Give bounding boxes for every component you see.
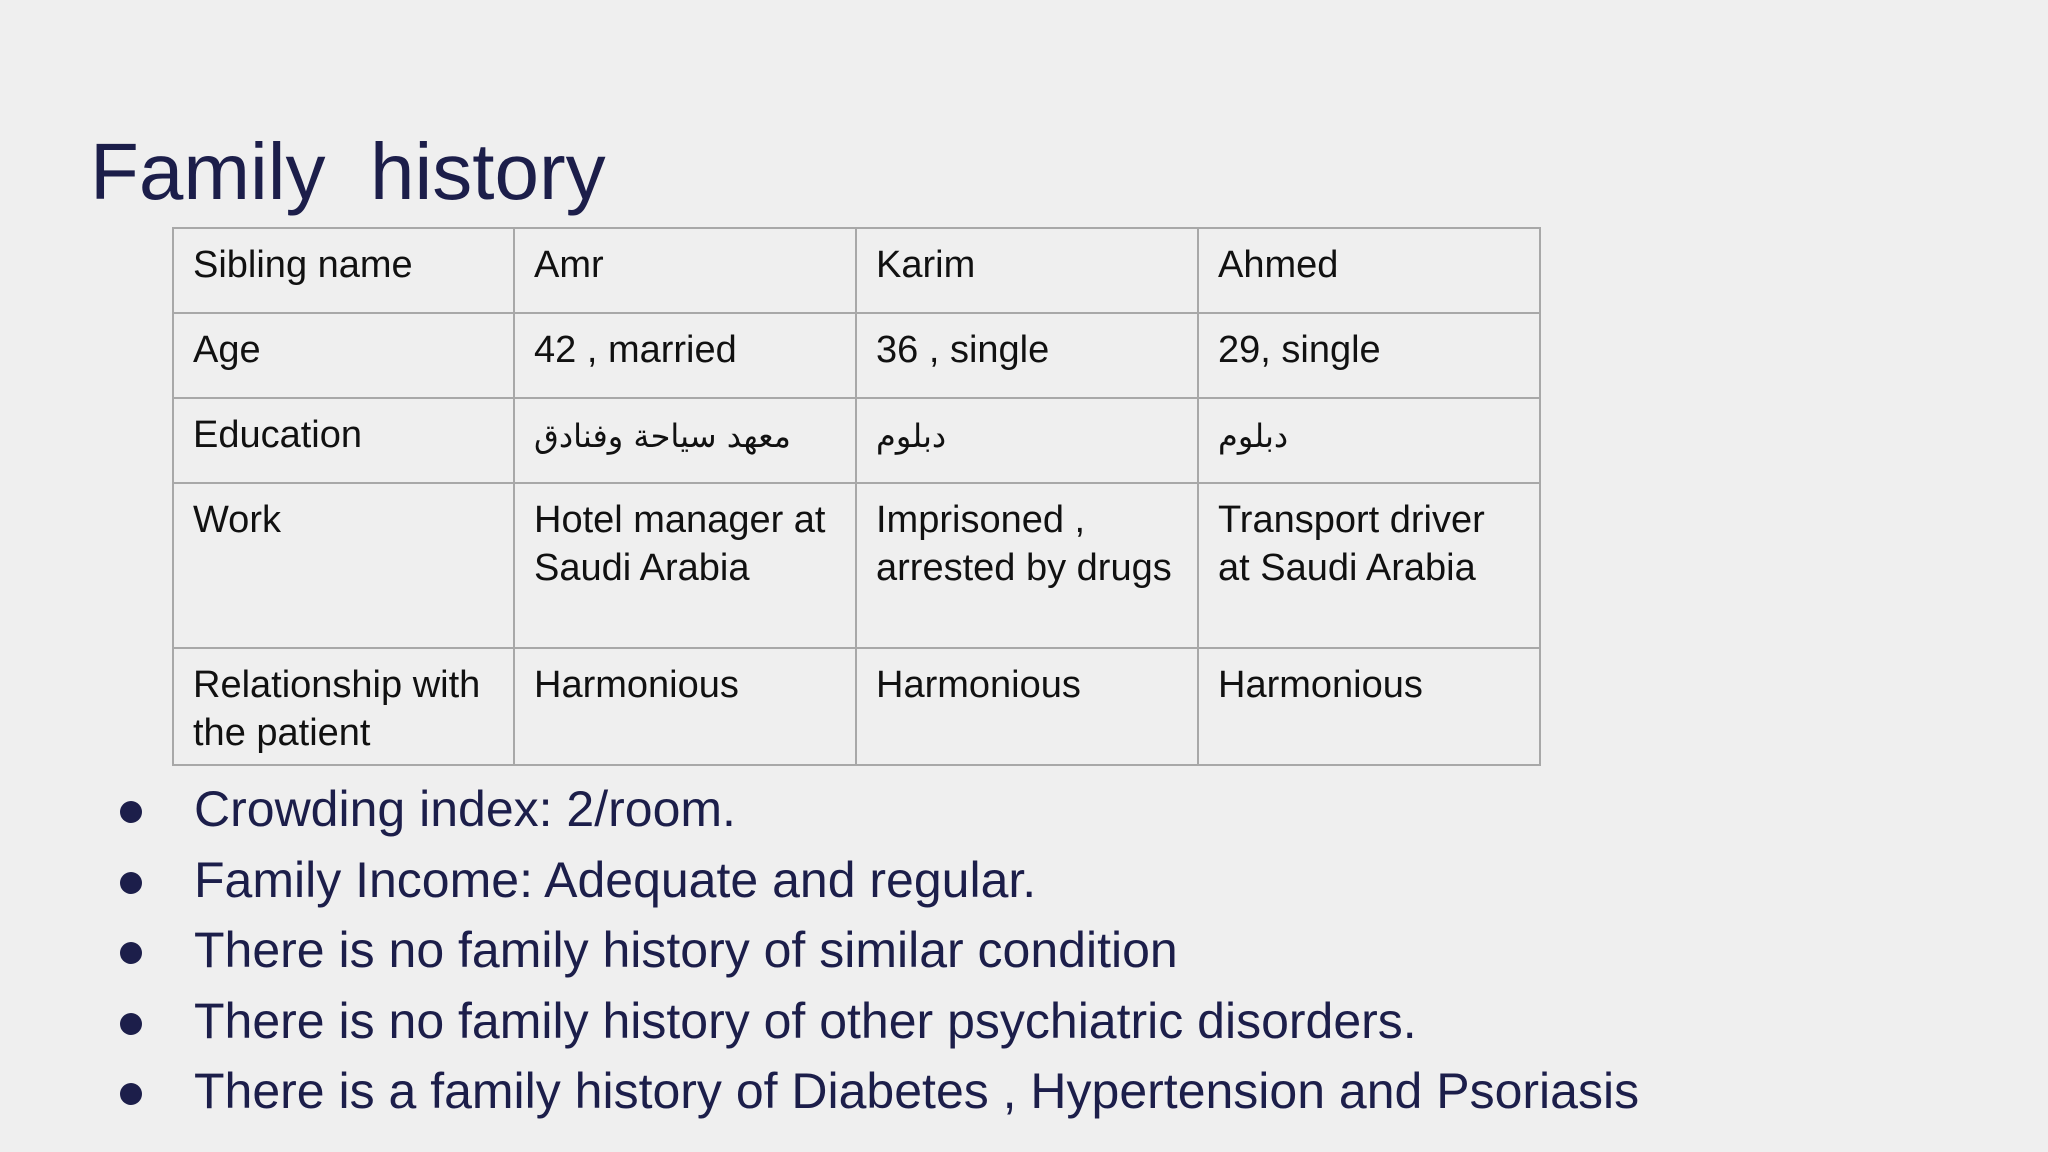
table-row	[173, 228, 1540, 313]
arabic-text: دبلوم	[1218, 417, 1289, 455]
bullet-text: There is a family history of Diabetes , Hypertension and Psoriasis	[194, 1063, 1640, 1119]
bullet-item	[112, 845, 1639, 916]
bullet-item	[112, 1056, 1639, 1127]
table-cell: Karim	[856, 228, 1198, 313]
arabic-text: معهد سياحة وفنادق	[534, 417, 791, 455]
bullet-item	[112, 774, 1639, 845]
table-cell: Harmonious	[514, 648, 856, 765]
table-cell	[856, 398, 1198, 483]
table-cell: Harmonious	[1198, 648, 1540, 765]
bullet-dot-icon	[120, 942, 142, 964]
table-cell	[1198, 398, 1540, 483]
table-cell: 29, single	[1198, 313, 1540, 398]
slide-title: Family history	[90, 127, 606, 216]
table-cell: Imprisoned , arrested by drugs	[856, 483, 1198, 648]
table-cell: Ahmed	[1198, 228, 1540, 313]
bullet-dot-icon	[120, 1013, 142, 1035]
table-cell: Hotel manager at Saudi Arabia	[514, 483, 856, 648]
row-header-education: Education	[173, 398, 514, 483]
bullet-text: There is no family history of other psychiatric disorders.	[194, 992, 1417, 1049]
bullet-list	[112, 774, 1639, 1127]
row-header-age: Age	[173, 313, 514, 398]
table-row	[173, 648, 1540, 765]
bullet-text: Family Income: Adequate and regular.	[194, 851, 1037, 908]
table-cell: Amr	[514, 228, 856, 313]
table-row	[173, 398, 1540, 483]
row-header-sibling-name: Sibling name	[173, 228, 514, 313]
table-cell: Harmonious	[856, 648, 1198, 765]
table-cell: 42 , married	[514, 313, 856, 398]
table-cell	[514, 398, 856, 483]
family-history-table	[172, 227, 1541, 766]
table-row	[173, 483, 1540, 648]
bullet-text: There is no family history of similar condition	[194, 922, 1178, 978]
table-cell: 36 , single	[856, 313, 1198, 398]
table-cell: Transport driver at Saudi Arabia	[1198, 483, 1540, 648]
bullet-dot-icon	[120, 872, 142, 894]
bullet-dot-icon	[120, 801, 142, 823]
bullet-item	[112, 915, 1639, 986]
row-header-work: Work	[173, 483, 514, 648]
bullet-item	[112, 986, 1639, 1057]
row-header-relationship: Relationship with the patient	[173, 648, 514, 765]
bullet-dot-icon	[120, 1083, 142, 1105]
arabic-text: دبلوم	[876, 417, 947, 455]
table-row	[173, 313, 1540, 398]
bullet-text: Crowding index: 2/room.	[194, 781, 736, 837]
